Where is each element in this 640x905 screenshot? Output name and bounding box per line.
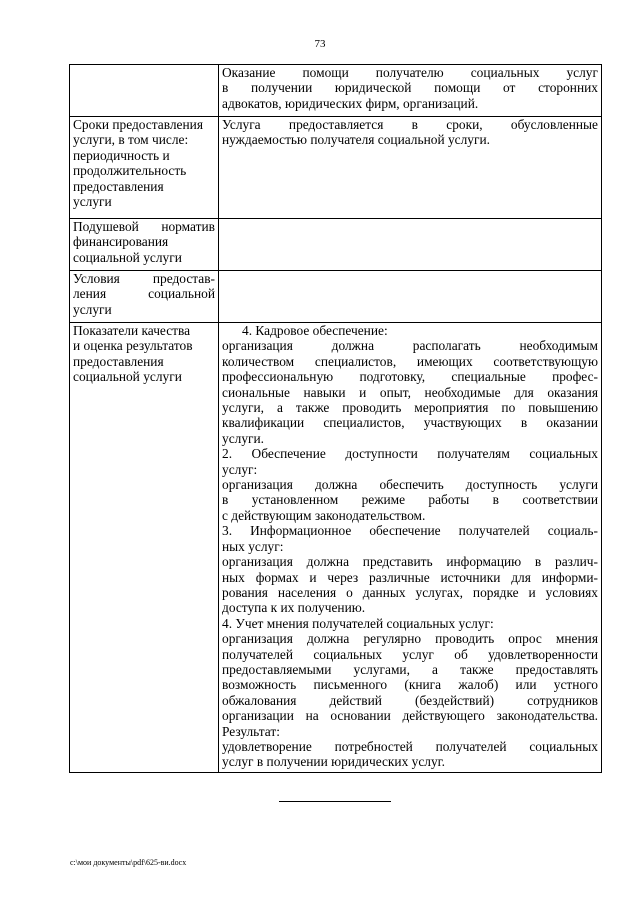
table-cell-label <box>70 65 219 117</box>
text-line: предоставляемыми услугами, а также предоставлять <box>222 661 598 677</box>
text-line: Результат: <box>222 723 280 739</box>
text-line: ных услуг: <box>222 538 284 554</box>
text-line: Услуга предоставляется в сроки, обусловленные <box>222 117 598 132</box>
text-line: сиональные навыки и опыт, необходимые для оказания <box>222 384 598 400</box>
text-line: предоставления <box>73 353 164 369</box>
table-row <box>70 271 602 323</box>
text-line: 2. Обеспечение доступности получателям социальных <box>222 446 598 462</box>
table-cell-value <box>219 65 602 117</box>
table-cell-label <box>70 219 219 271</box>
text-line: обжалования действий (бездействий) сотрудников <box>222 692 598 708</box>
text-line: ных формах и через различные источники для информи- <box>222 569 598 585</box>
text-line: ления социальной <box>73 286 215 302</box>
text-line: количеством специалистов, имеющих соответствующую <box>222 353 598 369</box>
text-line: 3. Информационное обеспечение получателей социаль- <box>222 523 598 539</box>
text-line: адвокатов, юридических фирм, организаций. <box>222 95 479 111</box>
text-line: Показатели качества <box>73 323 191 338</box>
text-line: социальной услуги <box>73 249 182 265</box>
page-number: 73 <box>314 38 326 50</box>
text-line: услуг: <box>222 461 258 477</box>
text-line: услуги <box>73 301 112 317</box>
table-cell-label <box>70 117 219 219</box>
text-line: предоставления <box>73 178 164 194</box>
text-line: продолжительность <box>73 163 187 179</box>
text-line: организации на основании действующего законодательства. <box>222 708 598 724</box>
text-line: Подушевой норматив <box>73 219 215 234</box>
text-line: организация должна представить информацию в различ- <box>222 554 598 570</box>
text-line: услуги, а также проводить мероприятия по повышению <box>222 400 598 416</box>
text-line: и оценка результатов <box>73 338 193 354</box>
text-line: удовлетворение потребностей получателей социальных <box>222 738 598 754</box>
text-line: организация должна обеспечить доступность услуги <box>222 477 598 493</box>
table-cell-label <box>70 323 219 773</box>
text-line: возможность письменного (книга жалоб) или устного <box>222 677 598 693</box>
text-line: организация должна располагать необходимым <box>222 338 598 354</box>
text-line: нуждаемостью получателя социальной услуги. <box>222 132 490 148</box>
text-line: в установленном режиме работы в соответствии <box>222 492 598 508</box>
text-line: услуг в получении юридических услуг. <box>222 754 445 770</box>
text-line: Оказание помощи получателю социальных услуг <box>222 65 598 80</box>
table-row <box>70 219 602 271</box>
text-line: получателей социальных услуг об удовлетворенности <box>222 646 598 662</box>
text-line: услуги, в том числе: <box>73 132 189 148</box>
table-row <box>70 65 602 117</box>
text-line: услуги. <box>222 430 265 446</box>
table-cell-value <box>219 271 602 323</box>
text-line: услуги <box>73 194 112 210</box>
table-row <box>70 117 602 219</box>
table-cell-value <box>219 219 602 271</box>
table-cell-value <box>219 323 602 773</box>
table-cell-label <box>70 271 219 323</box>
text-line: социальной услуги <box>73 369 182 385</box>
text-line: 4. Кадровое обеспечение: <box>242 323 388 338</box>
text-line: профессиональную подготовку, специальные профес- <box>222 369 598 385</box>
text-line: 4. Учет мнения получателей социальных услуг: <box>222 615 494 631</box>
table-row <box>70 323 602 773</box>
text-line: доступа к их получению. <box>222 600 366 616</box>
text-line: рования населения о данных услугах, порядке и условиях <box>222 584 598 600</box>
text-line: периодичность и <box>73 147 170 163</box>
text-line: Условия предостав- <box>73 271 215 286</box>
footer-file-path: c:\мои документы\pdf\625-ви.docx <box>70 858 187 867</box>
text-line: Сроки предоставления <box>73 117 203 132</box>
text-line: в получении юридической помощи от сторонних <box>222 80 598 96</box>
services-table <box>69 64 602 773</box>
text-line: финансирования <box>73 234 169 250</box>
text-line: организация должна регулярно проводить опрос мнения <box>222 631 598 647</box>
text-line: с действующим законодательством. <box>222 507 426 523</box>
table-cell-value <box>219 117 602 219</box>
footer-divider <box>279 801 391 802</box>
text-line: квалификации специалистов, участвующих в оказании <box>222 415 598 431</box>
